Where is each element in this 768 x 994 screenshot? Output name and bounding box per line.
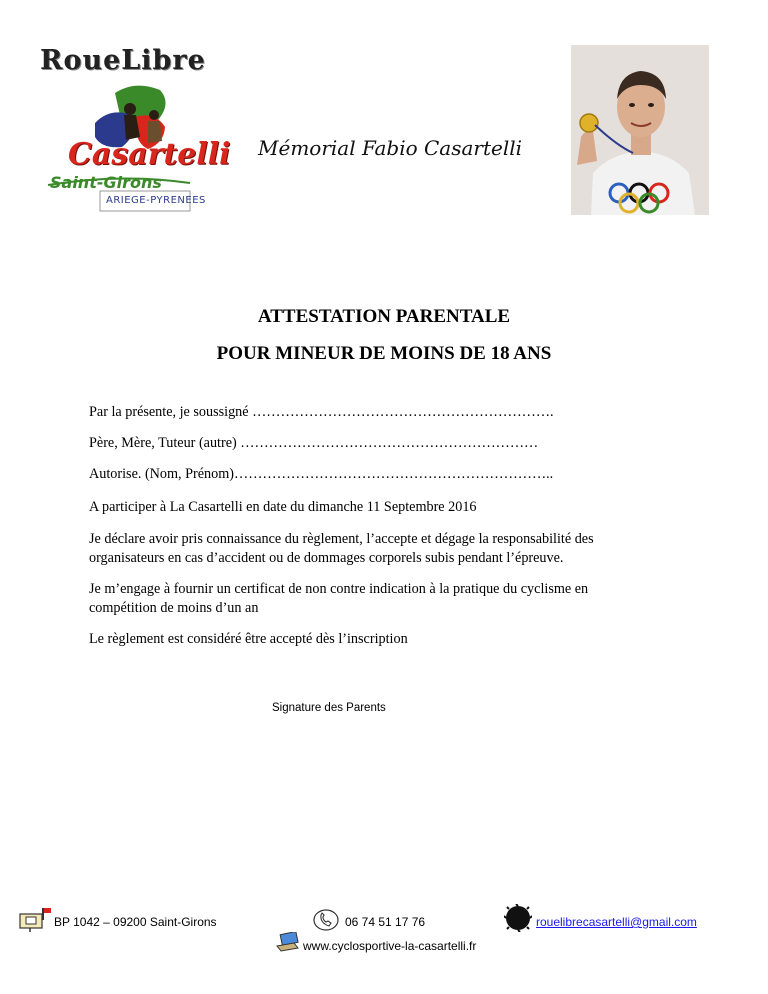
text-declare-line1: Je déclare avoir pris connaissance du règlement, l’accepte et dégage la responsabilité des	[89, 531, 594, 547]
logo-top-text: RoueLibre	[40, 45, 206, 76]
logo-city-text: Saint-Girons	[50, 173, 162, 192]
mailbox-icon	[18, 906, 52, 932]
athlete-photo	[571, 45, 709, 215]
event-title: Mémorial Fabio Casartelli	[258, 136, 523, 160]
email-icon	[504, 904, 532, 932]
footer-website: www.cyclosportive-la-casartelli.fr	[303, 939, 477, 953]
signature-label: Signature des Parents	[272, 702, 386, 714]
footer-email-link[interactable]: rouelibrecasartelli@gmail.com	[536, 915, 697, 929]
heading-attestation: ATTESTATION PARENTALE	[257, 306, 511, 327]
footer-address: BP 1042 – 09200 Saint-Girons	[54, 915, 217, 929]
footer-phone: 06 74 51 17 76	[345, 915, 426, 929]
heading-mineur: POUR MINEUR DE MOINS DE 18 ANS	[216, 343, 552, 364]
text-engage-line1: Je m’engage à fournir un certificat de non contre indication à la pratique du cyclisme en	[89, 581, 589, 597]
text-engage-line2: compétition de moins d’un an	[89, 600, 259, 616]
text-reglement: Le règlement est considéré être accepté dès l’inscription	[89, 631, 408, 647]
club-logo	[40, 45, 231, 217]
athlete-photo-icon	[571, 45, 709, 215]
logo-region-text: ARIEGE-PYRENEES	[106, 195, 206, 206]
logo-main-text: Casartelli	[68, 137, 231, 172]
text-declare-line2: organisateurs en cas d’accident ou de dommages corporels subis pendant l’épreuve.	[89, 550, 564, 566]
field-soussigne: Par la présente, je soussigné ……………………………………………………….	[89, 404, 554, 420]
phone-icon	[312, 908, 340, 932]
field-parent: Père, Mère, Tuteur (autre) ………………………………………………………	[89, 435, 539, 451]
text-participer: A participer à La Casartelli en date du dimanche 11 Septembre 2016	[89, 499, 477, 515]
field-autorise: Autorise. (Nom, Prénom)…………………………………………………………..	[89, 466, 554, 482]
laptop-icon	[276, 932, 300, 952]
